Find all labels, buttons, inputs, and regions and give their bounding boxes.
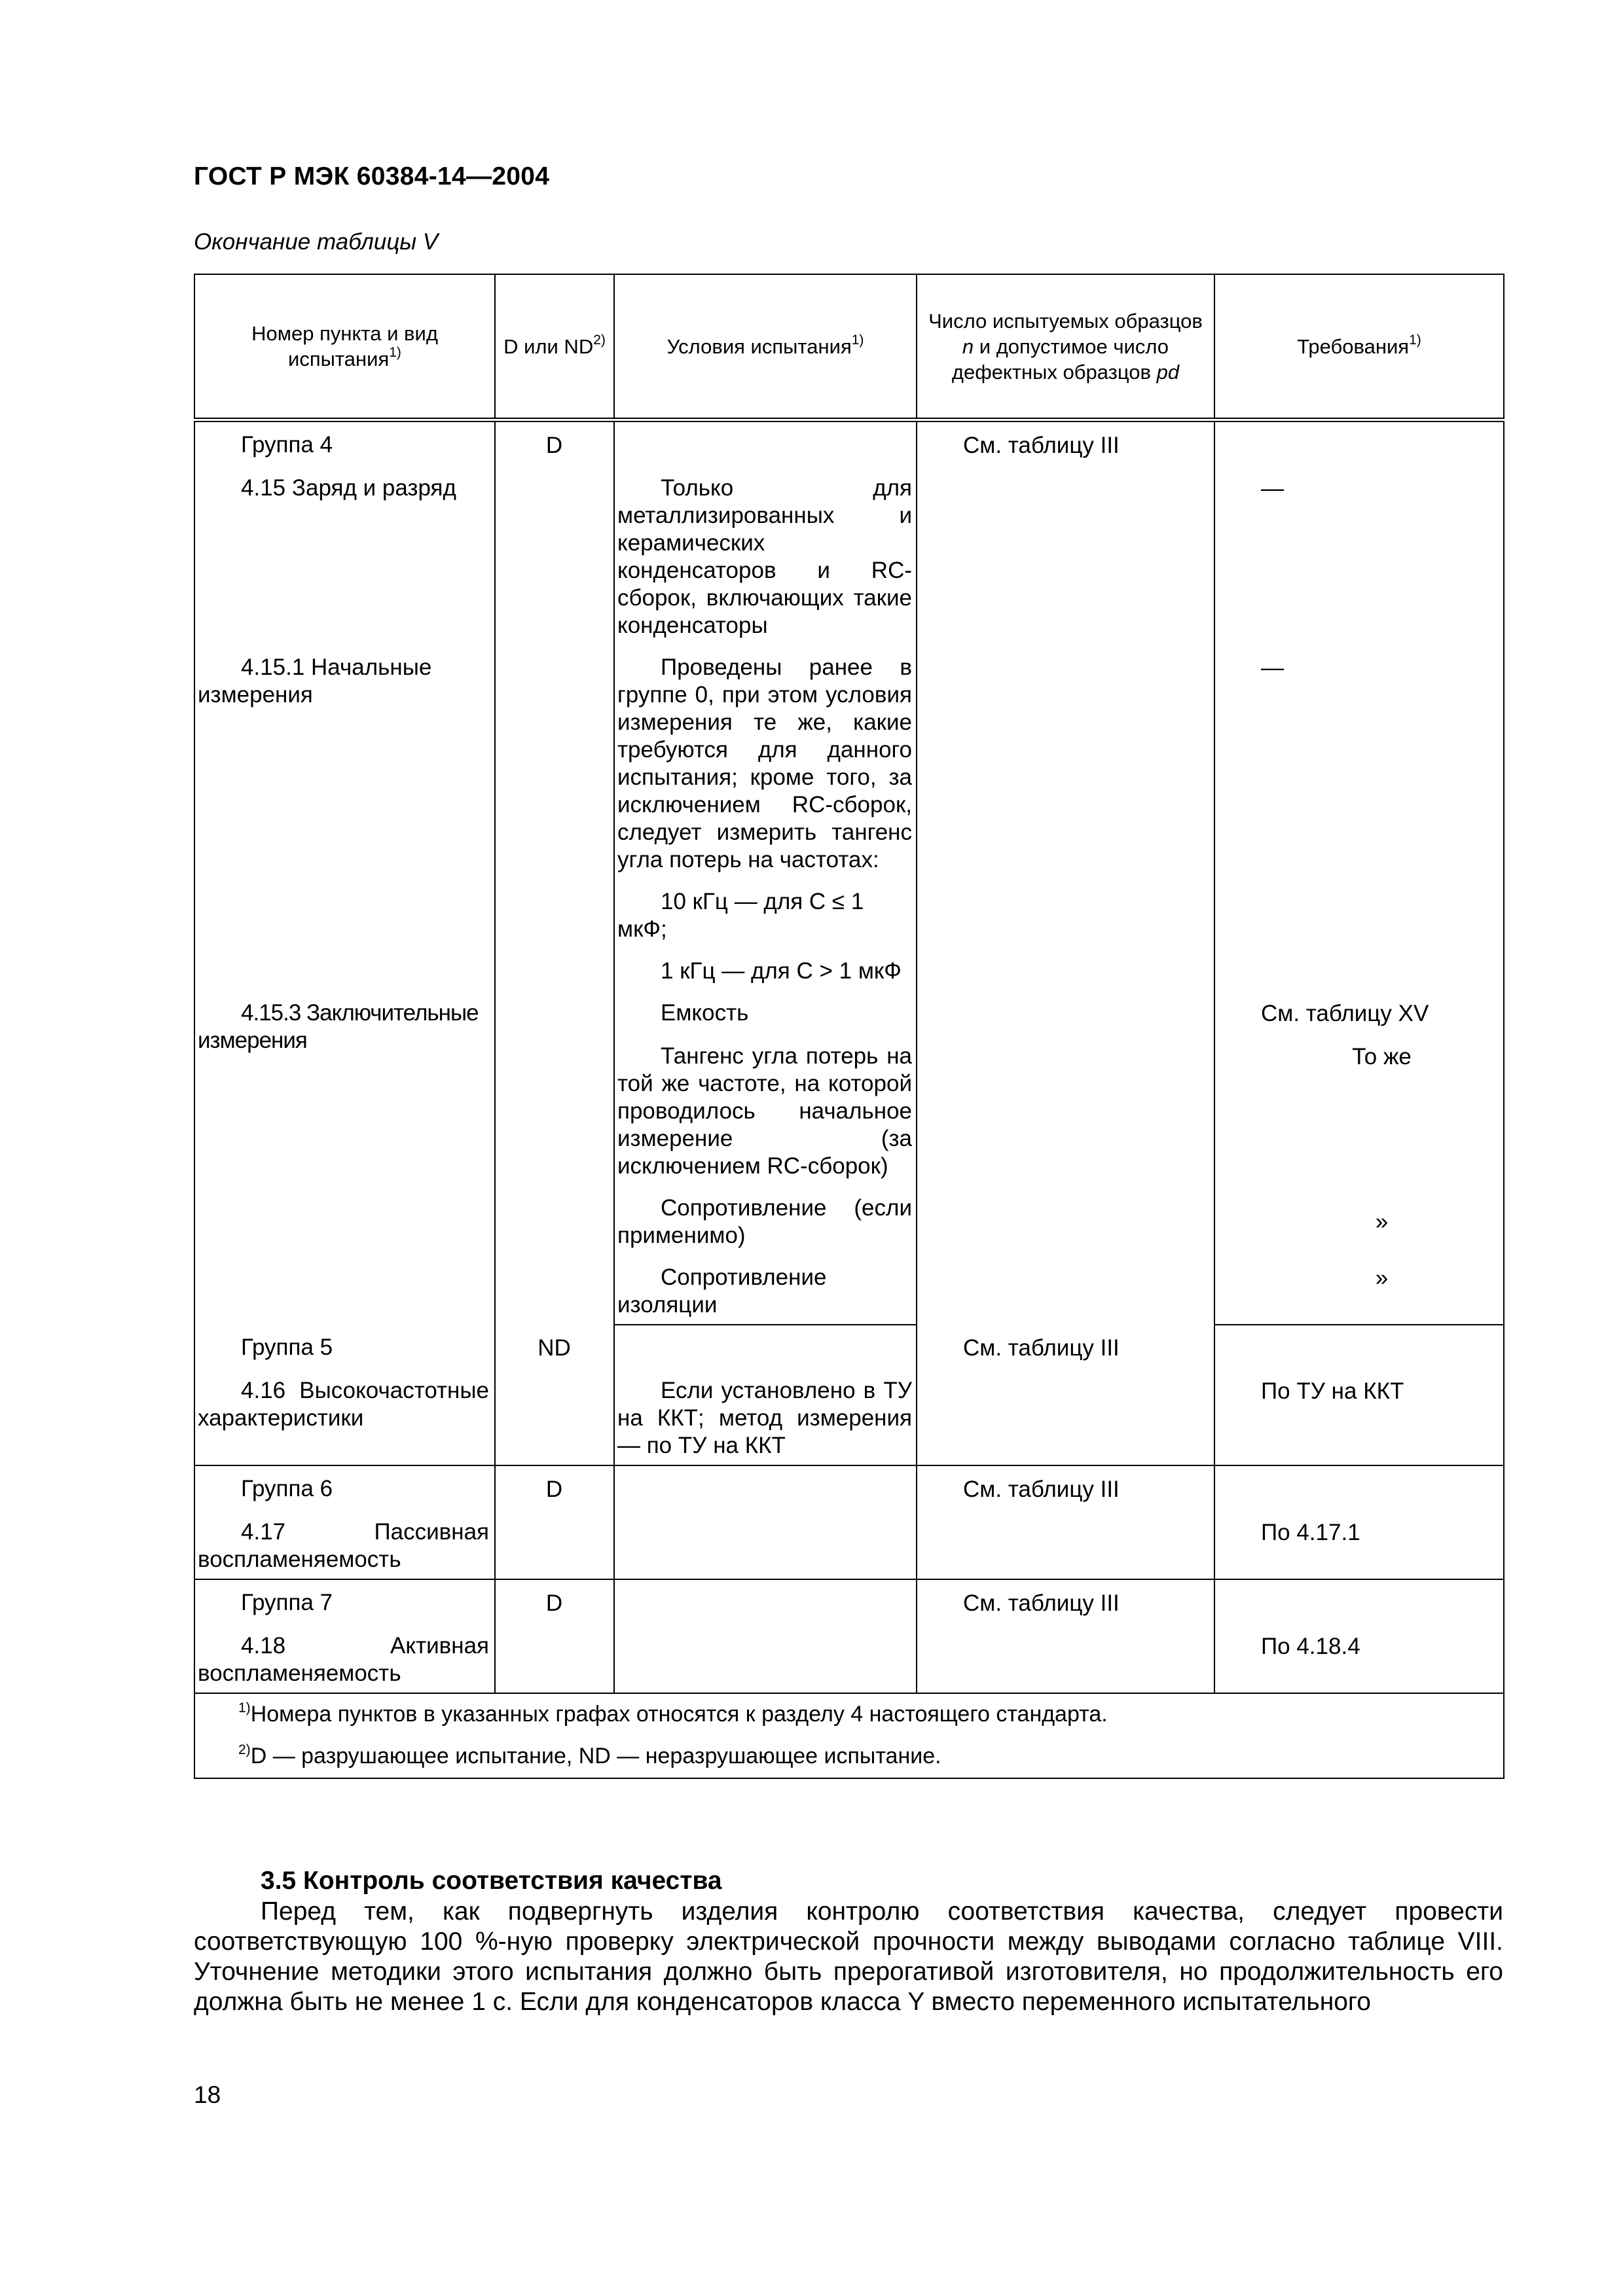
group-7-d-nd: D [545,1590,563,1616]
group-5-d-nd: ND [538,1335,571,1361]
table-row [194,1325,1504,1363]
table-row [194,985,1504,1028]
group-7-title: Группа 7 [241,1590,333,1615]
requirement-4-18: По 4.18.4 [1261,1634,1360,1659]
requirement-4-17: По 4.17.1 [1261,1520,1360,1545]
document-code: ГОСТ Р МЭК 60384-14—2004 [194,162,550,190]
test-4-17: 4.17 Пассивная воспламеняемость [198,1519,489,1572]
test-4-15-3: 4.15.3 Заключительные измерения [198,1000,479,1053]
table-row [194,460,1504,639]
condition-4-15-1-10khz: 10 кГц — для С ≤ 1 мкФ; [617,889,864,942]
condition-4-15-1: Проведены ранее в группе 0, при этом условия измерения те же, какие требуются для данного испытания; кроме того, за исключением RC-сборок, следует измерить тангенс угла потерь на частотах: [617,655,912,872]
table-header-row [194,274,1504,420]
header-d-nd: D или ND$^{2)}$ [495,274,614,420]
section-paragraph: Перед тем, как подвергнуть изделия контролю соответствия качества, следует провести соответствующую 100 %-ную проверку электрической прочности между выводами согласно таблице VIII. Уточнение методики этого испытания должно быть прерогативой изготовителя, но продолжительность его должна быть не менее 1 с. Если для конденсаторов класса Y вместо переменного испытательного [194,1897,1503,2016]
table-row [194,420,1504,461]
test-4-15-1: 4.15.1 Начальные измерения [198,655,432,708]
requirement-loss-tangent: То же [1352,1044,1412,1069]
requirement-capacitance: См. таблицу XV [1261,1001,1429,1026]
header-test: Номер пункта и вид испытания$^{1)}$ [194,274,495,420]
test-4-16: 4.16 Высокочастотные характеристики [198,1378,489,1431]
group-4-samples: См. таблицу III [963,433,1120,458]
condition-4-15-1-1khz: 1 кГц — для С > 1 мкФ [661,958,902,984]
section-body [194,1897,1503,2017]
requirement-insulation-resistance: » [1375,1265,1389,1291]
group-4-title: Группа 4 [241,432,333,457]
condition-loss-tangent: Тангенс угла потерь на той же частоте, на которой проводилось начальное измерение (за исключением RC-сборок) [617,1043,912,1179]
footnote-2: $^{2)}$D — разрушающее испытание, ND — неразрушающее испытание. [238,1742,941,1768]
table-notes-row [194,1693,1504,1778]
group-4-d-nd: D [545,433,563,458]
table-row [194,1504,1504,1579]
table-row [194,1465,1504,1504]
condition-insulation-resistance: Сопротивление изоляции [617,1265,827,1318]
requirement-4-15-1: — [1261,655,1284,681]
table-caption: Окончание таблицы V [194,229,439,255]
condition-4-16: Если установлено в ТУ на ККТ; метод измерения — по ТУ на ККТ [617,1378,912,1458]
header-requirements: Требования$^{1)}$ [1214,274,1504,420]
group-6-title: Группа 6 [241,1476,333,1501]
group-5-samples: См. таблицу III [963,1335,1120,1361]
group-6-samples: См. таблицу III [963,1477,1120,1502]
group-6-d-nd: D [545,1477,563,1502]
condition-capacitance: Емкость [661,1000,749,1026]
requirement-resistance: » [1375,1209,1389,1234]
group-7-samples: См. таблицу III [963,1590,1120,1616]
test-4-15: 4.15 Заряд и разряд [241,475,456,501]
footnote-1: $^{1)}$Номера пунктов в указанных графах относятся к разделу 4 настоящего стандарта. [238,1700,1108,1727]
page-number: 18 [194,2081,221,2108]
requirement-4-15: — [1261,476,1284,501]
requirement-4-16: По ТУ на ККТ [1261,1378,1404,1404]
header-conditions: Условия испытания$^{1)}$ [614,274,917,420]
group-5-title: Группа 5 [241,1335,333,1360]
test-table [194,274,1504,1779]
table-row [194,639,1504,985]
header-samples: Число испытуемых образцов n и допустимое число дефектных образцов pd [917,274,1214,420]
condition-resistance: Сопротивление (если применимо) [617,1195,912,1248]
test-4-18: 4.18 Активная воспламеняемость [198,1633,489,1686]
table-row [194,1363,1504,1465]
table-row [194,1618,1504,1693]
section-title: 3.5 Контроль соответствия качества [261,1867,722,1895]
table-row [194,1579,1504,1618]
condition-4-15: Только для металлизированных и керамических конденсаторов и RC-сборок, включающих такие конденсаторы [617,475,912,638]
